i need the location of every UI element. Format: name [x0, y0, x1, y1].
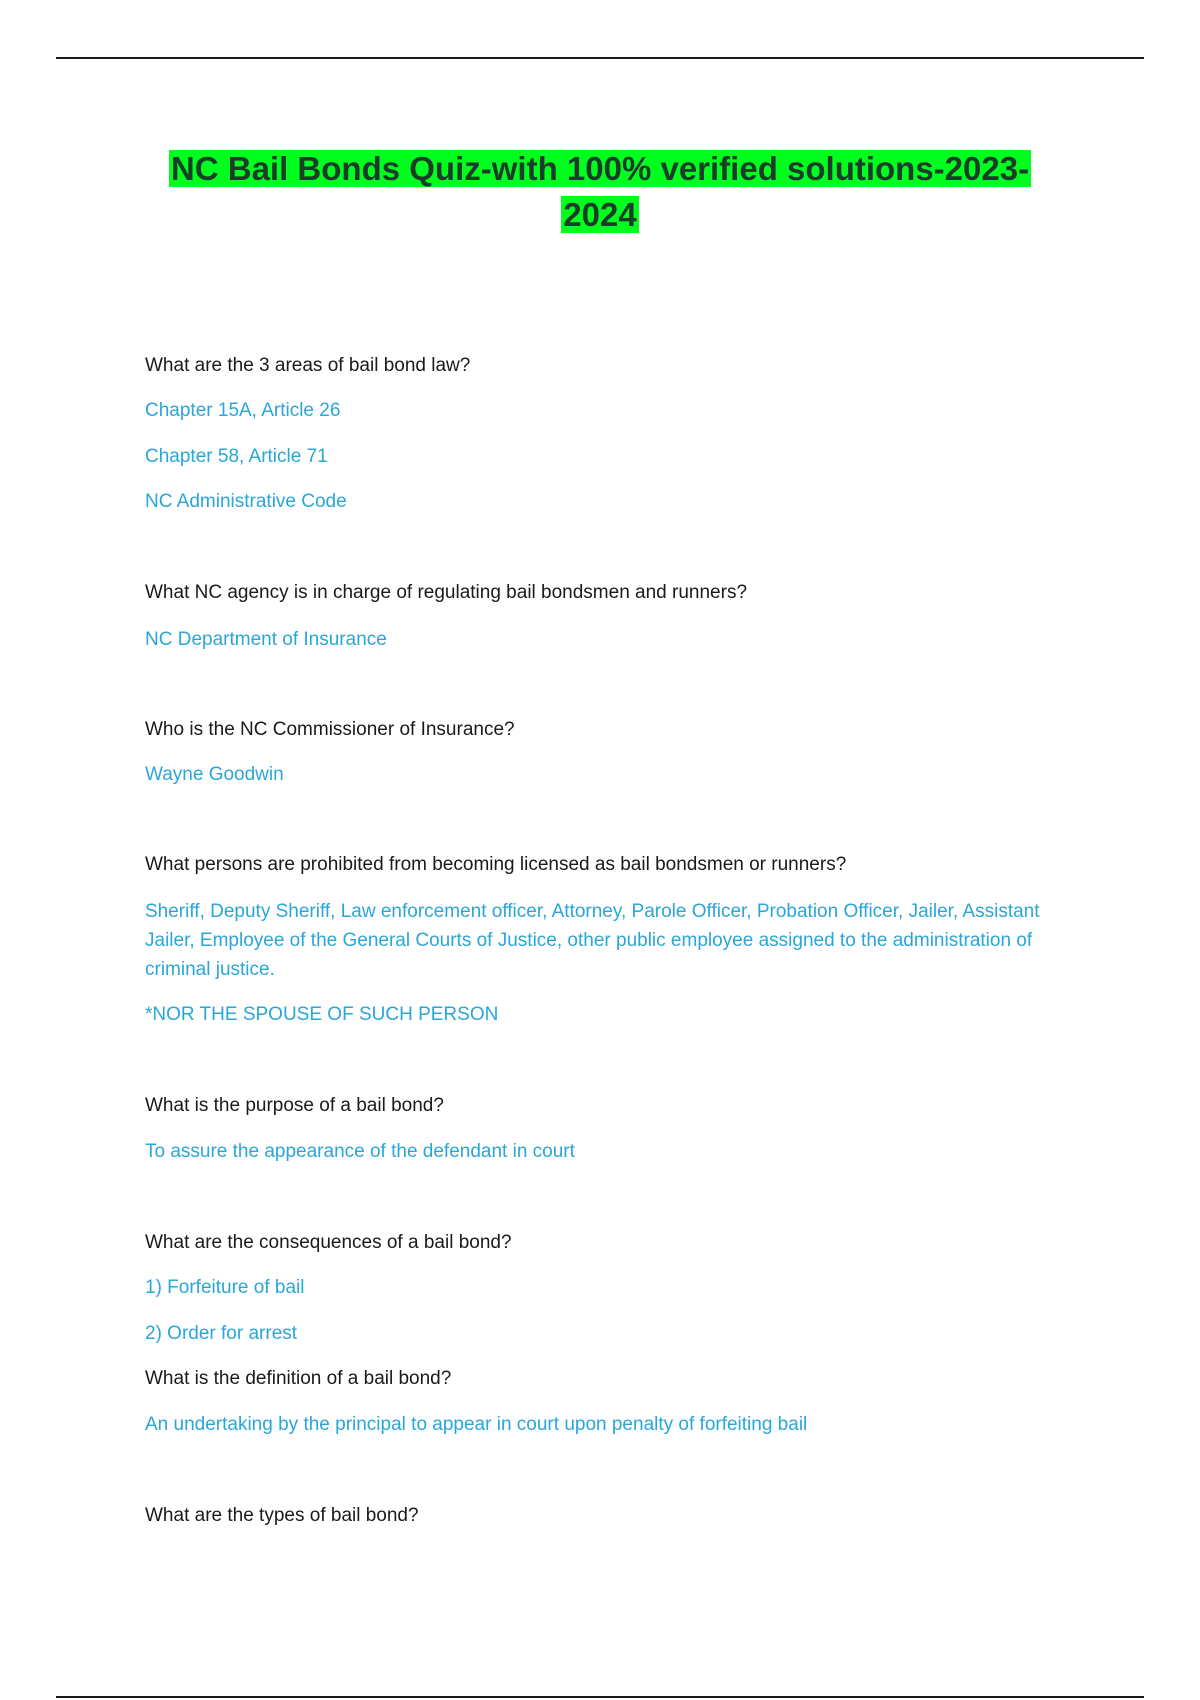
question: What are the 3 areas of bail bond law?: [145, 355, 471, 376]
header-rule: [56, 57, 1144, 59]
question: What is the purpose of a bail bond?: [145, 1095, 444, 1116]
answer-block: [145, 897, 1065, 984]
qa-item: [145, 1504, 1065, 1528]
answer: To assure the appearance of the defendant in court: [145, 1141, 575, 1162]
question: Who is the NC Commissioner of Insurance?: [145, 719, 515, 740]
answer-block: [145, 625, 1065, 654]
answer-block: [145, 1319, 1065, 1348]
answer: Wayne Goodwin: [145, 764, 284, 785]
answer-block: [145, 442, 1065, 471]
answer-block: [145, 1410, 1065, 1439]
qa-item: [145, 853, 1065, 877]
page-title: NC Bail Bonds Quiz-with 100% verified solutions-2023-2024: [170, 150, 1030, 233]
question: What persons are prohibited from becoming licensed as bail bondsmen or runners?: [145, 854, 847, 875]
question: What are the consequences of a bail bond?: [145, 1232, 512, 1253]
answer: NC Administrative Code: [145, 491, 347, 512]
qa-item: [145, 581, 1065, 605]
answer: 2) Order for arrest: [145, 1323, 298, 1344]
qa-item: [145, 354, 1065, 378]
qa-item: [145, 1231, 1065, 1255]
answer: 1) Forfeiture of bail: [145, 1277, 305, 1298]
qa-item: [145, 1094, 1065, 1118]
answer-block: [145, 396, 1065, 425]
answer: Chapter 58, Article 71: [145, 446, 328, 467]
question: What NC agency is in charge of regulating bail bondsmen and runners?: [145, 582, 748, 603]
answer-block: [145, 1000, 1065, 1029]
qa-item: [145, 718, 1065, 742]
answer-block: [145, 487, 1065, 516]
answer: Chapter 15A, Article 26: [145, 400, 341, 421]
answer-block: [145, 1273, 1065, 1302]
footer-rule: [56, 1696, 1144, 1698]
title-area: [0, 146, 1200, 238]
answer: NC Department of Insurance: [145, 629, 387, 650]
answer: An undertaking by the principal to appear in court upon penalty of forfeiting bail: [145, 1414, 808, 1435]
question: What are the types of bail bond?: [145, 1505, 419, 1526]
answer-block: [145, 760, 1065, 789]
question: What is the definition of a bail bond?: [145, 1368, 452, 1389]
answer: Sheriff, Deputy Sheriff, Law enforcement officer, Attorney, Parole Officer, Probation Officer, Jailer, Assistant Jailer, Employee of the General Courts of Justice, other public employee assigned to the administration of criminal justice.: [145, 901, 1040, 980]
answer-block: [145, 1137, 1065, 1166]
answer: *NOR THE SPOUSE OF SUCH PERSON: [145, 1004, 499, 1025]
qa-item: [145, 1367, 1065, 1391]
